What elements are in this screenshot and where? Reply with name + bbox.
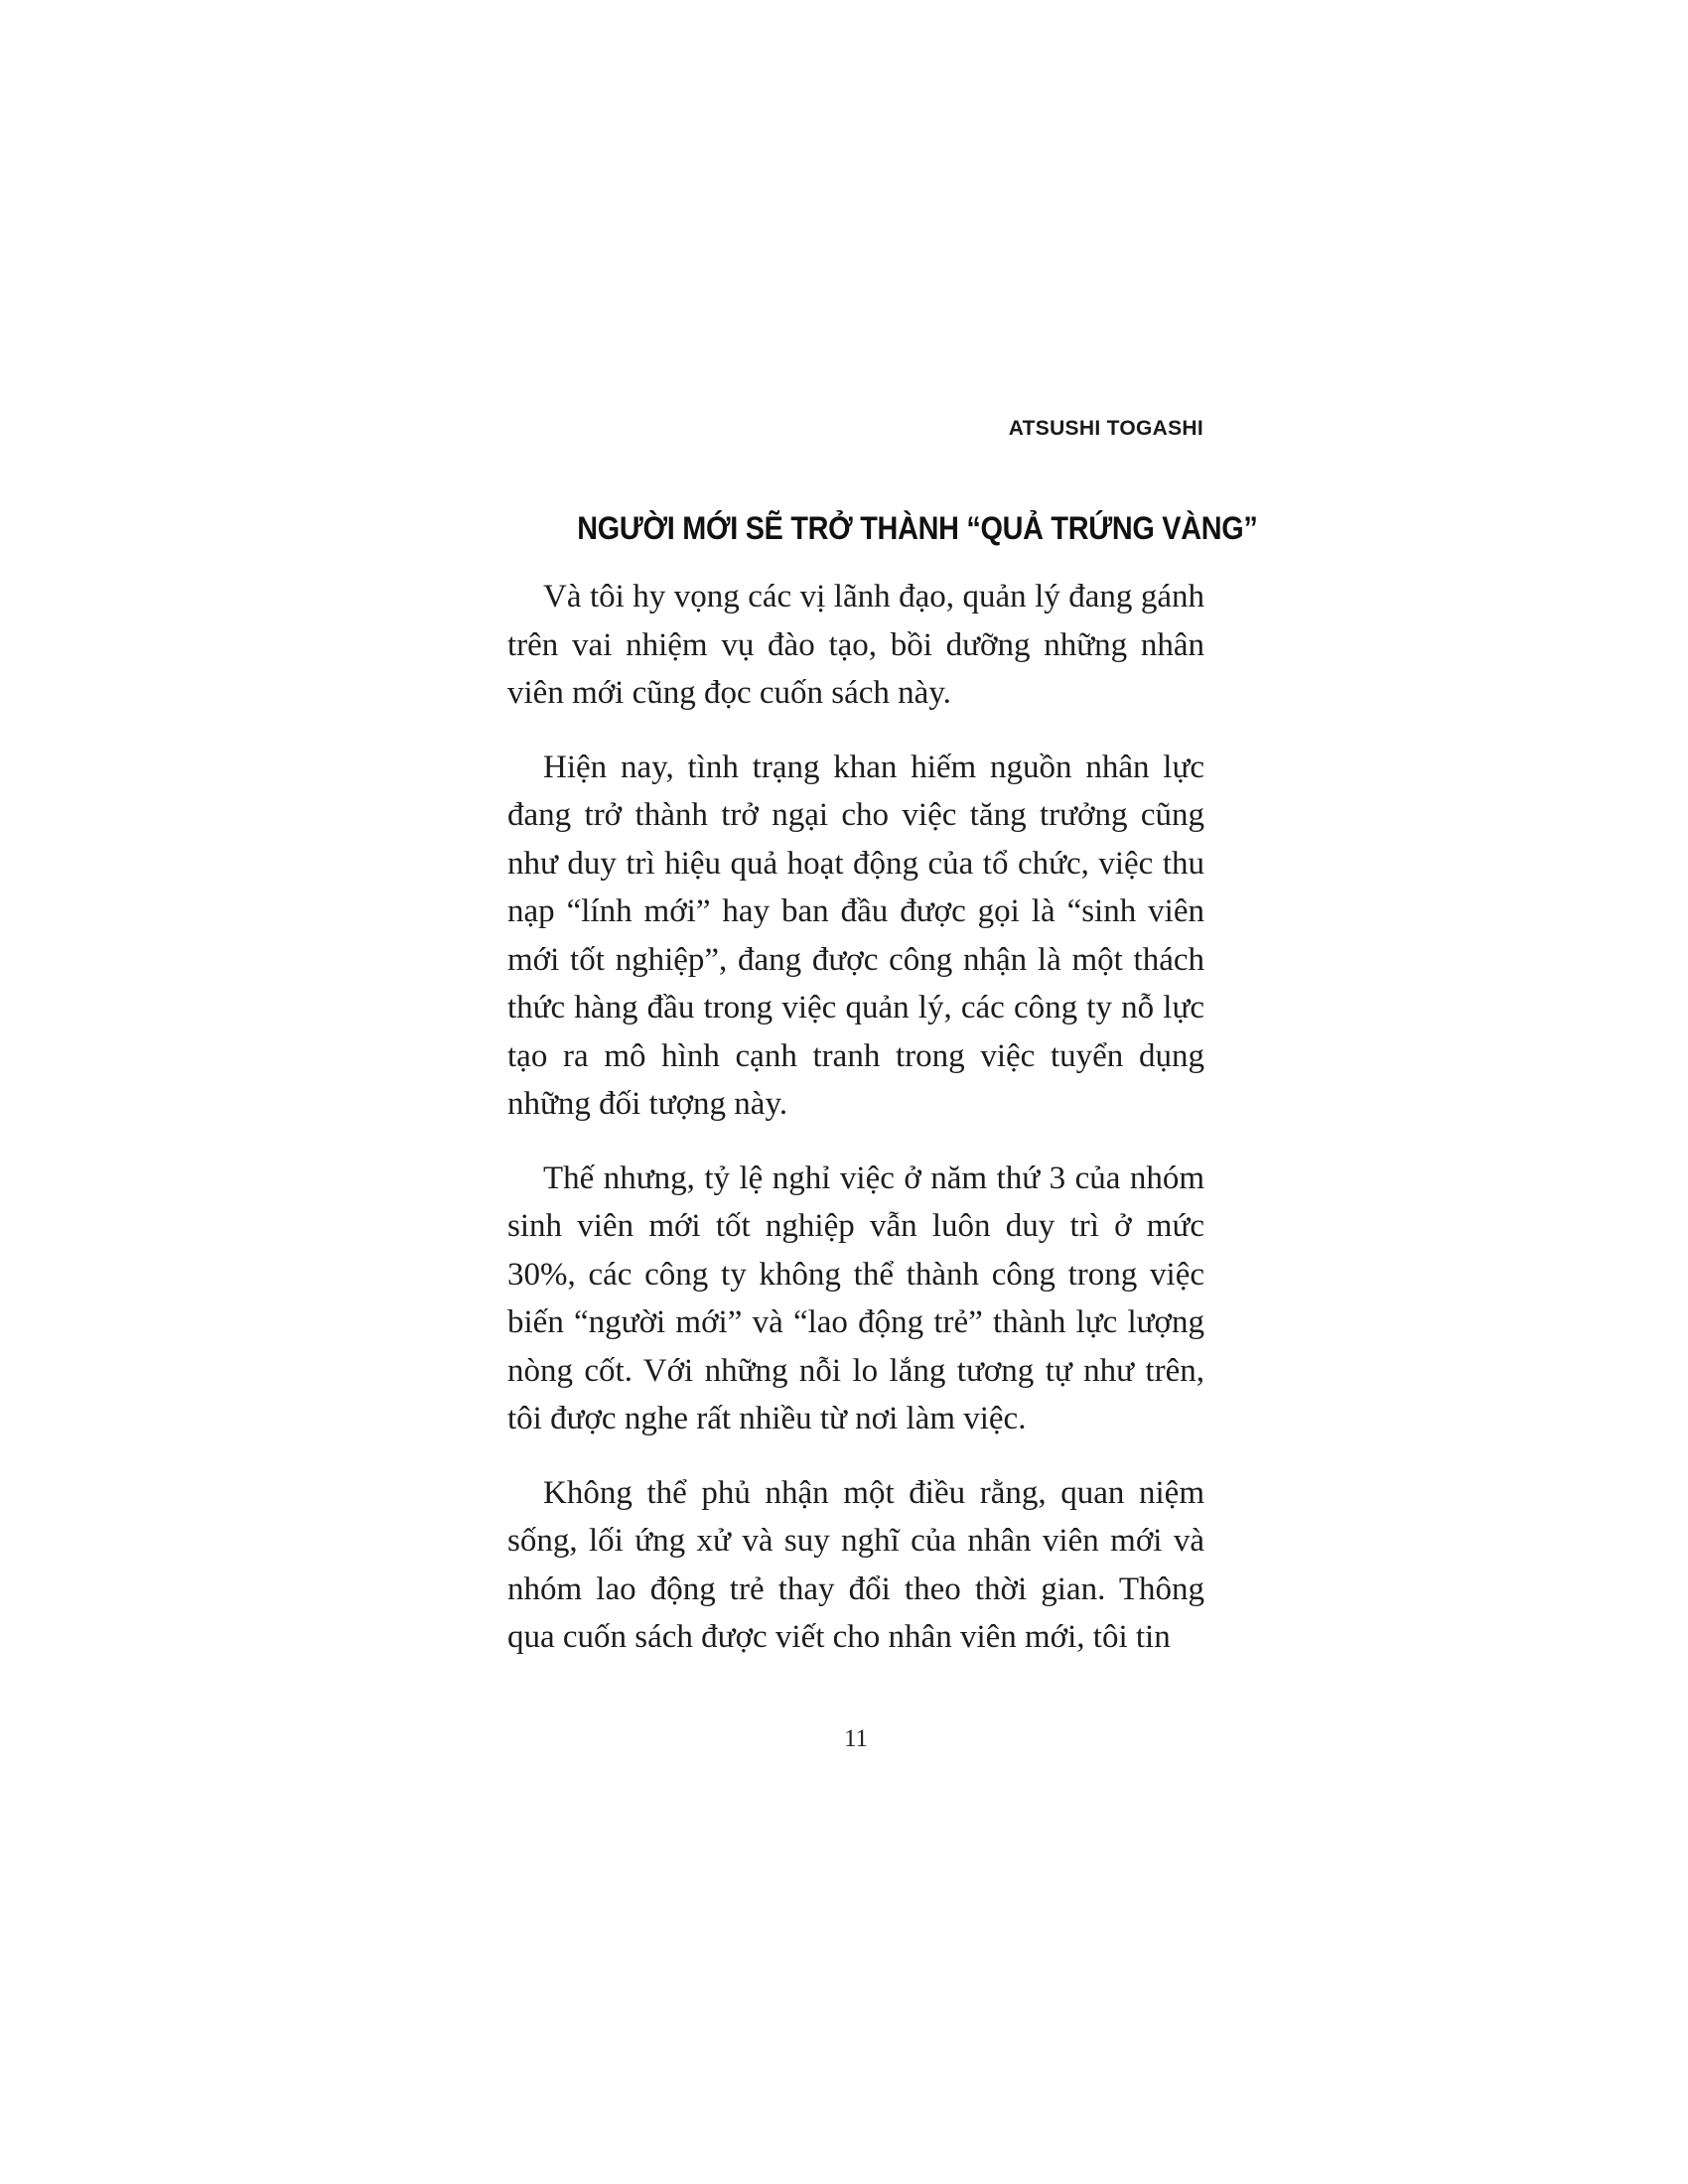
paragraph-3: Thế nhưng, tỷ lệ nghỉ việc ở năm thứ 3 của nhóm sinh viên mới tốt nghiệp vẫn luôn duy trì ở mức 30%, các công ty không thể thành công trong việc biến “người mới” và “lao động trẻ” thành lực lượng nòng cốt. Với những nỗi lo lắng tương tự như trên, tôi được nghe rất nhiều từ nơi làm việc. [507,1160,1204,1436]
paragraph-2: Hiện nay, tình trạng khan hiếm nguồn nhân lực đang trở thành trở ngại cho việc tăng trưởng cũng như duy trì hiệu quả hoạt động của tổ chức, việc thu nạp “lính mới” hay ban đầu được gọi là “sinh viên mới tốt nghiệp”, đang được công nhận là một thách thức hàng đầu trong việc quản lý, các công ty nỗ lực tạo ra mô hình cạnh tranh trong việc tuyển dụng những đối tượng này. [507,749,1204,1122]
running-head-author: ATSUSHI TOGASHI [1008,417,1203,440]
body-text-block [507,510,1258,1688]
paragraph-1: Và tôi hy vọng các vị lãnh đạo, quản lý đang gánh trên vai nhiệm vụ đào tạo, bồi dưỡng những nhân viên mới cũng đọc cuốn sách này. [507,579,1204,711]
paragraph-4: Không thể phủ nhận một điều rằng, quan niệm sống, lối ứng xử và suy nghĩ của nhân viên mới và nhóm lao động trẻ thay đổi theo thời gian. Thông qua cuốn sách được viết cho nhân viên mới, tôi tin [507,1474,1204,1655]
section-title: NGƯỜI MỚI SẼ TRỞ THÀNH “QUẢ TRỨNG VÀNG” [577,510,1258,546]
page-number: 11 [843,1725,869,1752]
